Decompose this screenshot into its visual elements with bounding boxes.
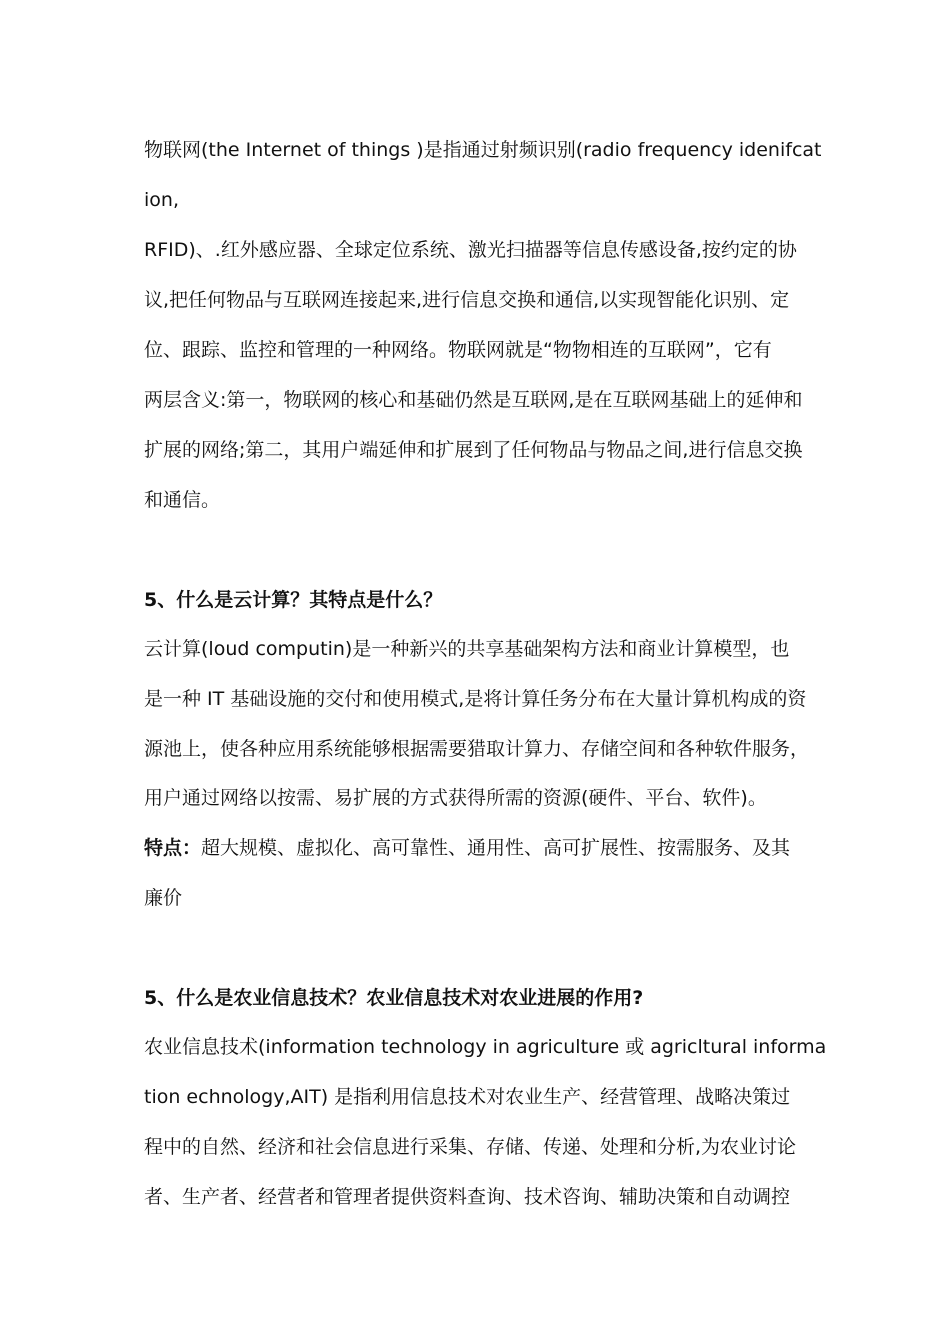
paragraph-line: 者、生产者、经营者和管理者提供资料查询、技术咨询、辅助决策和自动调控 xyxy=(144,1186,791,1208)
paragraph-line: 和通信。 xyxy=(144,489,221,511)
paragraph-line: 位、跟踪、监控和管理的一种网络。物联网就是“物物相连的互联网”，它有 xyxy=(144,339,772,361)
paragraph-line: 议,把任何物品与互联网连接起来,进行信息交换和通信,以实现智能化识别、定 xyxy=(144,289,790,311)
features-line xyxy=(144,836,790,860)
paragraph-line: 云计算(loud computin)是一种新兴的共享基础架构方法和商业计算模型，也 xyxy=(144,638,790,660)
paragraph-line: 源池上，使各种应用系统能够根据需要猎取计算力、存储空间和各种软件服务， xyxy=(144,738,810,760)
paragraph-line: 扩展的网络;第二，其用户端延伸和扩展到了任何物品与物品之间,进行信息交换 xyxy=(144,439,803,461)
paragraph-line: 用户通过网络以按需、易扩展的方式获得所需的资源(硬件、平台、软件)。 xyxy=(144,787,767,809)
paragraph-line: 农业信息技术(information technology in agriculture 或 agricltural informa xyxy=(144,1036,827,1058)
paragraph-line: 两层含义:第一，物联网的核心和基础仍然是互联网,是在互联网基础上的延伸和 xyxy=(144,389,803,411)
features-label: 特点： xyxy=(144,837,202,859)
section-heading: 5、什么是农业信息技术？农业信息技术对农业进展的作用? xyxy=(144,987,644,1009)
paragraph-line: 程中的自然、经济和社会信息进行采集、存储、传递、处理和分析,为农业讨论 xyxy=(144,1136,797,1158)
paragraph-line: RFID)、.红外感应器、全球定位系统、激光扫描器等信息传感设备,按约定的协 xyxy=(144,239,797,261)
section-heading: 5、什么是云计算？其特点是什么？ xyxy=(144,589,443,611)
paragraph-line: 廉价 xyxy=(144,887,183,909)
paragraph-line: 物联网(the Internet of things )是指通过射频识别(radio frequency idenifcat xyxy=(144,139,822,161)
paragraph-line: 是一种 IT 基础设施的交付和使用模式,是将计算任务分布在大量计算机构成的资 xyxy=(144,688,807,710)
features-text: 超大规模、虚拟化、高可靠性、通用性、高可扩展性、按需服务、及其 xyxy=(201,837,791,859)
paragraph-line: ion, xyxy=(144,189,179,211)
paragraph-line: tion echnology,AIT) 是指利用信息技术对农业生产、经营管理、战略决策过 xyxy=(144,1086,791,1108)
